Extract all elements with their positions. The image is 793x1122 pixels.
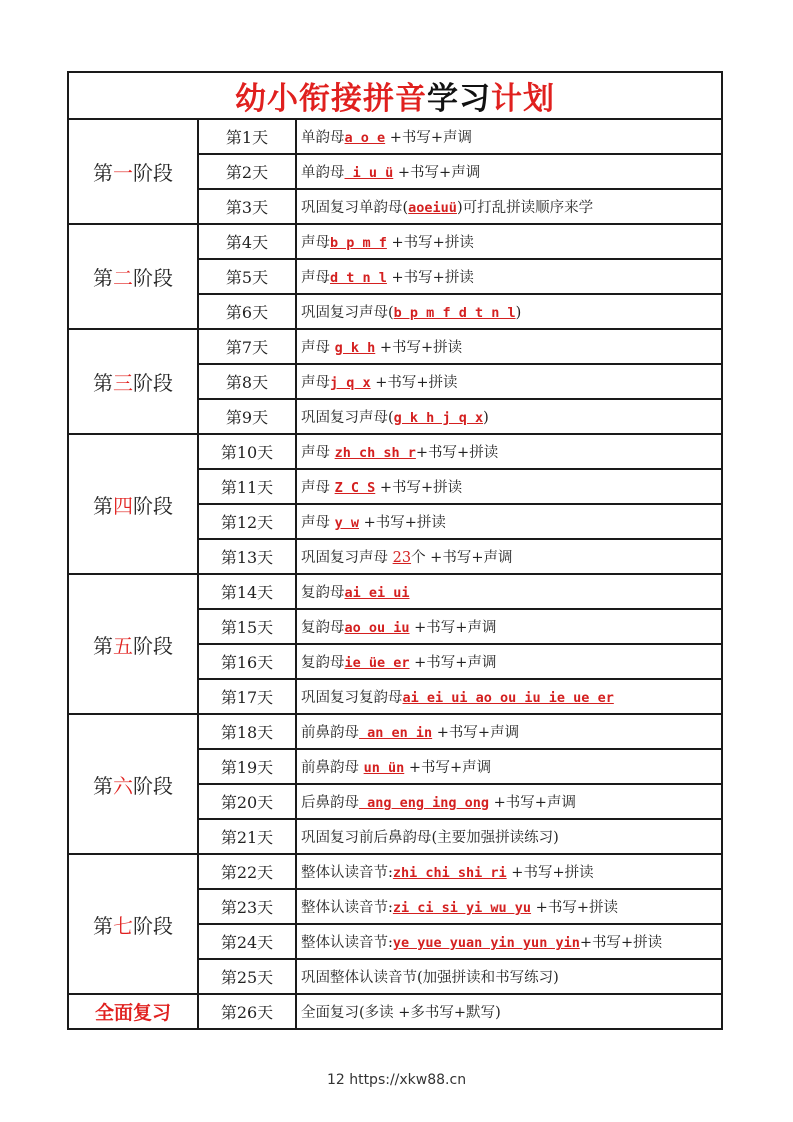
title-part-2: 学习	[427, 81, 491, 117]
stage-num: 一	[113, 161, 133, 185]
day-label: 第18天	[198, 714, 296, 749]
day-content	[296, 539, 722, 574]
content-suffix: +书写+拼读	[359, 515, 446, 531]
stage-label	[68, 714, 198, 854]
stage-label	[68, 224, 198, 329]
content-suffix: +书写+声调	[385, 130, 473, 146]
day-label: 第10天	[198, 434, 296, 469]
day-label: 第21天	[198, 819, 296, 854]
pinyin-highlight: zi ci si yi wu yu	[392, 900, 532, 916]
stage-prefix: 第	[93, 913, 113, 938]
day-label: 第23天	[198, 889, 296, 924]
content-suffix: )	[483, 410, 489, 426]
pinyin-highlight: b p m f	[330, 235, 387, 251]
pinyin-highlight: ai ei ui ao ou iu ie ue er	[402, 690, 614, 706]
day-label: 第8天	[198, 364, 296, 399]
day-label: 第20天	[198, 784, 296, 819]
content-text: 复韵母	[301, 585, 345, 601]
table-row	[68, 119, 722, 154]
table-row	[68, 574, 722, 609]
day-label: 第6天	[198, 294, 296, 329]
day-content	[296, 679, 722, 714]
content-suffix: +书写+拼读	[370, 375, 458, 391]
title-part-1: 幼小衔接拼音	[235, 81, 427, 117]
day-content	[296, 714, 722, 749]
content-suffix: +书写+拼读	[375, 480, 463, 496]
pinyin-highlight: g k h	[334, 340, 376, 356]
stage-prefix: 第	[93, 773, 113, 798]
content-suffix: +书写+拼读	[375, 340, 463, 356]
day-content	[296, 504, 722, 539]
content-text: 巩固复习声母(	[301, 305, 394, 321]
day-content	[296, 434, 722, 469]
content-text: 声母	[301, 480, 335, 496]
table-row	[68, 994, 722, 1029]
pinyin-highlight: ao ou iu	[344, 620, 410, 636]
content-text: 整体认读音节:	[301, 900, 393, 916]
table-row	[68, 714, 722, 749]
stage-suffix: 阶段	[133, 371, 173, 395]
table-row	[68, 224, 722, 259]
stage-num: 七	[113, 913, 133, 938]
pinyin-highlight: 23	[392, 550, 412, 566]
content-suffix: +书写+声调	[404, 760, 492, 776]
stage-prefix: 第	[93, 266, 113, 290]
pinyin-highlight: d t n l	[330, 270, 387, 286]
content-text: 前鼻韵母	[301, 760, 364, 776]
day-label: 第2天	[198, 154, 296, 189]
day-label: 第25天	[198, 959, 296, 994]
day-content	[296, 609, 722, 644]
day-content	[296, 574, 722, 609]
stage-label	[68, 574, 198, 714]
content-text: 后鼻韵母	[301, 795, 359, 811]
day-content	[296, 119, 722, 154]
content-text: 单韵母	[301, 130, 345, 146]
content-suffix: +书写+拼读	[506, 865, 594, 881]
content-text: 声母	[301, 340, 335, 356]
content-text: 巩固复习声母	[301, 550, 393, 566]
day-label: 第26天	[198, 994, 296, 1029]
content-suffix: +书写+声调	[489, 795, 576, 811]
day-content	[296, 224, 722, 259]
day-content	[296, 329, 722, 364]
content-suffix: )可打乱拼读顺序来学	[456, 200, 594, 216]
content-suffix: +书写+声调	[432, 725, 520, 741]
pinyin-highlight: un ün	[363, 760, 405, 776]
day-content	[296, 994, 722, 1029]
day-content	[296, 469, 722, 504]
pinyin-highlight: aoeiuü	[408, 200, 457, 216]
content-suffix: +书写+拼读	[386, 270, 474, 286]
stage-label	[68, 434, 198, 574]
day-label: 第3天	[198, 189, 296, 224]
content-text: 声母	[301, 375, 330, 391]
day-content	[296, 154, 722, 189]
pinyin-highlight: zhi chi shi ri	[392, 865, 507, 881]
content-text: 声母	[301, 270, 330, 286]
day-label: 第11天	[198, 469, 296, 504]
stage-label	[68, 854, 198, 994]
day-label: 第1天	[198, 119, 296, 154]
day-content	[296, 294, 722, 329]
day-label: 第15天	[198, 609, 296, 644]
day-label: 第22天	[198, 854, 296, 889]
content-text: 单韵母	[301, 165, 345, 181]
content-suffix: +书写+拼读	[415, 445, 499, 461]
day-content	[296, 889, 722, 924]
pinyin-highlight: g k h j q x	[393, 410, 484, 426]
content-text: 巩固整体认读音节(加强拼读和书写练习)	[301, 970, 559, 986]
table-row	[68, 434, 722, 469]
table-row	[68, 854, 722, 889]
stage-num: 三	[113, 371, 133, 395]
day-label: 第24天	[198, 924, 296, 959]
stage-label	[68, 119, 198, 224]
pinyin-highlight: y w	[334, 515, 359, 531]
day-content	[296, 784, 722, 819]
day-label: 第13天	[198, 539, 296, 574]
pinyin-highlight: j q x	[330, 375, 371, 391]
content-suffix: +书写+声调	[393, 165, 481, 181]
content-suffix: +书写+拼读	[386, 235, 474, 251]
content-text: 声母	[301, 235, 330, 251]
stage-suffix: 阶段	[133, 773, 173, 798]
day-label: 第14天	[198, 574, 296, 609]
content-text: 复韵母	[301, 655, 345, 671]
stage-label	[68, 329, 198, 434]
content-text: 前鼻韵母	[301, 725, 359, 741]
content-text: 整体认读音节:	[301, 935, 393, 951]
content-suffix: +书写+声调	[409, 620, 497, 636]
day-label: 第12天	[198, 504, 296, 539]
stage-suffix: 阶段	[133, 493, 173, 518]
pinyin-highlight: Z C S	[334, 480, 376, 496]
content-text: 巩固复习声母(	[301, 410, 394, 426]
plan-table	[67, 71, 723, 1030]
stage-suffix: 阶段	[133, 913, 173, 938]
pinyin-highlight: an en in	[359, 725, 433, 741]
day-label: 第17天	[198, 679, 296, 714]
content-text: 复韵母	[301, 620, 345, 636]
stage-num: 五	[113, 633, 133, 658]
stage-num: 二	[113, 266, 133, 290]
final-review-label: 全面复习	[68, 994, 198, 1029]
title-part-3: 计划	[491, 81, 555, 117]
pinyin-highlight: ai ei ui	[344, 585, 410, 601]
day-content	[296, 259, 722, 294]
content-text: 声母	[301, 445, 335, 461]
pinyin-highlight: a o e	[344, 130, 386, 146]
stage-prefix: 第	[93, 633, 113, 658]
content-text: 声母	[301, 515, 335, 531]
content-suffix: )	[515, 305, 522, 321]
stage-prefix: 第	[93, 493, 113, 518]
stage-num: 六	[113, 773, 133, 798]
day-label: 第4天	[198, 224, 296, 259]
content-text: 全面复习(多读 +多书写+默写)	[301, 1005, 501, 1021]
day-content	[296, 959, 722, 994]
day-label: 第19天	[198, 749, 296, 784]
page-title	[68, 72, 722, 119]
day-content	[296, 819, 722, 854]
pinyin-highlight: ye yue yuan yin yun yin	[392, 935, 580, 951]
title-row	[68, 72, 722, 119]
day-content	[296, 644, 722, 679]
day-label: 第16天	[198, 644, 296, 679]
content-suffix: +书写+拼读	[579, 935, 663, 951]
day-label: 第9天	[198, 399, 296, 434]
study-plan-sheet	[67, 71, 721, 1030]
pinyin-highlight: i u ü	[344, 165, 394, 181]
day-label: 第5天	[198, 259, 296, 294]
stage-num: 四	[113, 493, 133, 518]
day-content	[296, 189, 722, 224]
stage-suffix: 阶段	[133, 161, 173, 185]
content-suffix: +书写+拼读	[531, 900, 618, 916]
day-content	[296, 924, 722, 959]
content-text: 巩固复习复韵母	[301, 690, 403, 706]
content-text: 巩固复习单韵母(	[301, 200, 409, 216]
content-suffix: 个 +书写+声调	[411, 550, 513, 566]
day-label: 第7天	[198, 329, 296, 364]
stage-suffix: 阶段	[133, 633, 173, 658]
content-text: 巩固复习前后鼻韵母(主要加强拼读练习)	[301, 830, 559, 846]
day-content	[296, 364, 722, 399]
stage-suffix: 阶段	[133, 266, 173, 290]
pinyin-highlight: zh ch sh r	[334, 445, 416, 461]
pinyin-highlight: ie üe er	[344, 655, 410, 671]
page-footer: 12 https://xkw88.cn	[326, 1072, 467, 1088]
pinyin-highlight: ang eng ing ong	[359, 795, 490, 811]
day-content	[296, 399, 722, 434]
pinyin-highlight: b p m f d t n l	[393, 305, 516, 321]
stage-prefix: 第	[93, 371, 113, 395]
table-row	[68, 329, 722, 364]
day-content	[296, 749, 722, 784]
content-suffix: +书写+声调	[409, 655, 497, 671]
stage-prefix: 第	[93, 161, 113, 185]
content-text: 整体认读音节:	[301, 865, 393, 881]
day-content	[296, 854, 722, 889]
